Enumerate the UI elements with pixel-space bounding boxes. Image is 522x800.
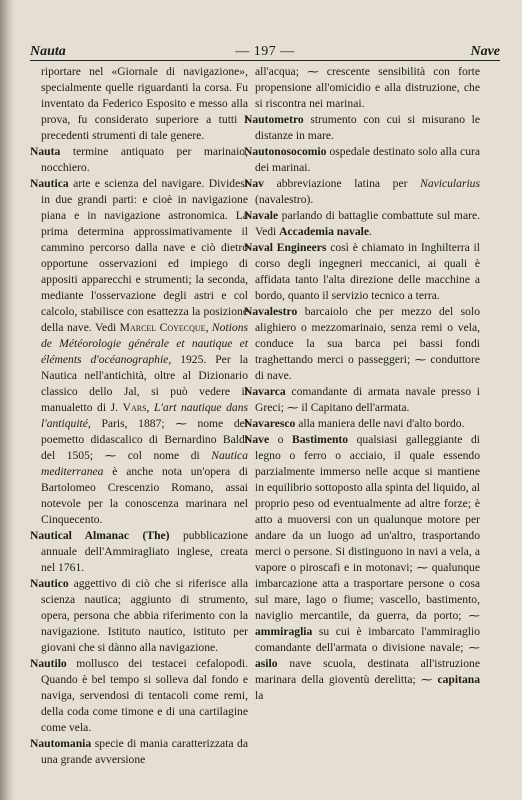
headword: Nautica [30, 177, 69, 190]
author-name: Marcel Coyecque [119, 321, 206, 334]
header-left-word: Nauta [30, 44, 66, 59]
dictionary-entry [244, 208, 480, 240]
headword: Nautilo [30, 657, 67, 670]
italic-title: Notions de Météorologie générale et nautique et éléments d'océanographie [41, 321, 248, 366]
entry-text: termine antiquato per marinaio, nocchiero. [41, 145, 248, 174]
entry-text: aggettivo di ciò che si riferisce alla scienza nautica; aggiunto di strumento, opera, persona che abbia riferimento con la navigazione. Istituto nautico, istituto per giovani che si dànno alla navigazione. [41, 577, 248, 654]
entry-text: su cui è imbarcato l'ammiraglio comandante dell'armata o divisione navale; ⁓ [255, 625, 480, 654]
headword: Nauta [30, 145, 61, 158]
headword: Naval Engineers [244, 241, 327, 254]
entry-text: qualsiasi galleggiante di legno o ferro o acciaio, il quale essendo parzialmente immerso nelle acque si mantiene in equilibrio sottoposto alla spinta del liquido, al proprio peso od eventualmente ad altre forze; è atto a muoversi con un qualunque motore per andare da un luogo ad un'altro, trasportando merci o persone. Si distinguono in navi a vela, a vapore o piroscafi e in motonavi; ⁓ qualunque imbarcazione atta a trasportare persone o cosa sul mare, lago o fiume; vascello, bastimento, naviglio mercantile, da guerra, da porto; ⁓ [255, 433, 480, 622]
headword: Bastimento [292, 433, 349, 446]
headword: asilo [255, 657, 278, 670]
header-rule [30, 60, 500, 61]
dictionary-entry [244, 240, 480, 304]
headword: Nautomania [30, 737, 92, 750]
entry-text: barcaiolo che per mezzo del solo alighiero o mezzomarinaio, senza remi o vela, conduce la sua barca pei bassi fondi traghettando merci o passeggeri; ⁓ conduttore di nave. [255, 305, 480, 382]
dictionary-entry [244, 144, 480, 176]
entry-text: (navalestro). [255, 193, 314, 206]
author-name: Vars [122, 401, 147, 414]
entry-text: così è chiamato in Inghilterra il corso degli ingegneri meccanici, ai quali è affidata tanto l'alta direzione delle macchine a bordo, quanto il servizio tecnico a terra. [255, 241, 481, 302]
entry-text: mollusco dei testacei cefalopodi. Quando è bel tempo si solleva dal fondo e naviga, servendosi di tentacoli come remi, della coda come timone e di una cartilagine come vela. [41, 657, 248, 734]
header-right-word: Nave [470, 44, 500, 59]
headword: Nautometro [244, 113, 304, 126]
entry-text: abbreviazione latina per [263, 177, 421, 190]
dictionary-entry [244, 112, 480, 144]
italic-title: L'art nautique dans l'antiquité [41, 401, 249, 430]
headword: ammiraglia [255, 625, 313, 638]
continued-entry [244, 64, 480, 112]
dictionary-entry [30, 656, 248, 736]
headword: Accademia navale [279, 225, 369, 238]
entry-text: specie di mania caratterizzata da una grande avversione [41, 737, 248, 766]
headword: Navale [244, 209, 279, 222]
dictionary-entry [244, 384, 480, 416]
entry-text: o [269, 433, 293, 446]
dictionary-entry [30, 528, 248, 576]
headword: Nautical Almanac (The) [30, 529, 170, 542]
dictionary-entry [244, 432, 480, 704]
right-column [244, 64, 480, 704]
left-column [30, 64, 248, 768]
italic-title: Navicularius [420, 177, 480, 190]
headword: Navarca [244, 385, 286, 398]
entry-text: arte e scienza del navigare. Dividesi in due grandi parti: e cioè in navigazione piana e in navigazione astronomica. La prima determina approssimativamente il cammino percorso dalla nave e ciò dietro opportune osservazioni ed impiego di appositi apparecchi e strumenti; la seconda, mediante l'osservazione degli astri e col calcolo, stabilisce con esattezza la posizione della nave. Vedi [41, 177, 248, 334]
entry-text: parlando di battaglie combattute sul mare. Vedi [255, 209, 480, 238]
continued-entry [30, 64, 248, 144]
dictionary-entry [244, 176, 480, 208]
entry-text: pubblicazione annuale dell'Ammiragliato inglese, creata nel 1761. [41, 529, 248, 574]
page-gutter-shadow [0, 0, 14, 800]
dictionary-entry [30, 176, 248, 528]
entry-text: , 1925. Per la Nautica nell'antichità, oltre al Dizionario classico dello Jal, si può vedere il manualetto di J. [41, 353, 248, 414]
entry-text: , [205, 321, 212, 334]
entry-text: , Paris, 1887; ⁓ nome del poemetto didascalico di Bernardino Baldi del 1505; ⁓ col nome di [41, 417, 248, 462]
headword: Navaresco [244, 417, 296, 430]
dictionary-entry [30, 576, 248, 656]
headword: Navalestro [244, 305, 298, 318]
entry-text: comandante di armata navale presso i Greci; ⁓ il Capitano dell'armata. [255, 385, 480, 414]
dictionary-entry [30, 144, 248, 176]
page-number: — 197 — [235, 44, 295, 59]
entry-text: è anche nota un'opera di Bartolomeo Crescenzio Romano, assai notevole per la conoscenza marinara nel Cinquecento. [41, 465, 248, 526]
entry-text: all'acqua; ⁓ crescente sensibilità con forte propensione all'omicidio e alla distruzione, che si riscontra nei marinai. [255, 65, 480, 110]
dictionary-entry [30, 736, 248, 768]
entry-text: alla maniera delle navi d'alto bordo. [295, 417, 465, 430]
headword: Nave [244, 433, 270, 446]
entry-text: la [255, 689, 264, 702]
headword: capitana [437, 673, 480, 686]
dictionary-entry [244, 416, 480, 432]
dictionary-entry [244, 304, 480, 384]
entry-text: . [369, 225, 372, 238]
entry-text: riportare nel «Giornale di navigazione», specialmente quelle riguardanti la corsa. Fu inventato da Federico Esposito e messo alla prova, fu considerato superiore a tutti i precedenti strumenti di tale genere. [41, 65, 248, 142]
headword: Nautico [30, 577, 69, 590]
entry-text: strumento con cui si misurano le distanze in mare. [255, 113, 480, 142]
italic-title: Nautica mediterranea [41, 449, 248, 478]
entry-text: nave scuola, destinata all'istruzione marinara della gioventù derelitta; ⁓ [255, 657, 480, 686]
headword: Nautonosocomio [244, 145, 327, 158]
entry-text: ospedale destinato solo alla cura dei marinai. [255, 145, 480, 174]
headword: Nav [244, 177, 264, 190]
entry-text: , [146, 401, 154, 414]
